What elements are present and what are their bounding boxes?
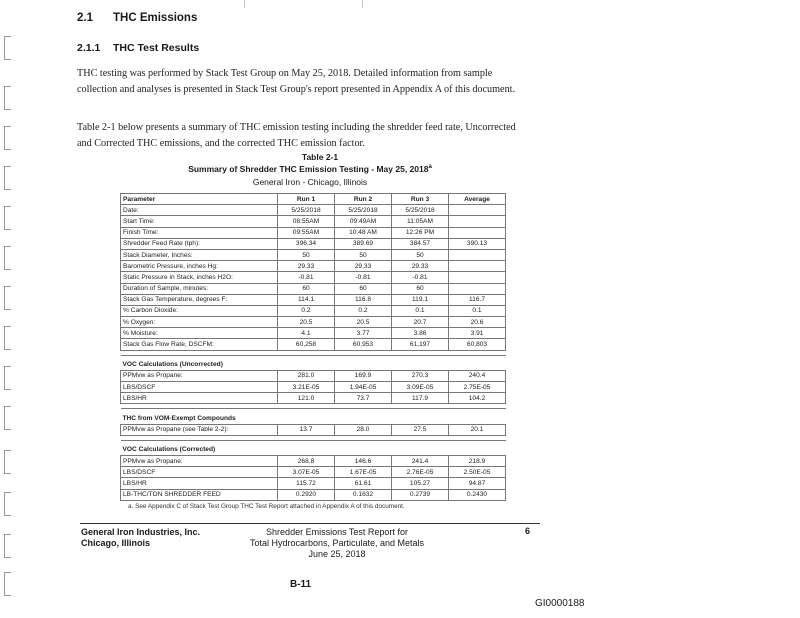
table-row (121, 283, 506, 294)
parameter-cell: LBS/HR (121, 393, 278, 404)
value-cell: 5/25/2018 (392, 205, 449, 216)
value-cell: 50 (278, 249, 335, 260)
table-section-heading (121, 355, 506, 370)
value-cell: 0.2920 (278, 489, 335, 500)
section-heading (77, 12, 197, 24)
parameter-cell: LBS/DSCF (121, 382, 278, 393)
value-cell: 1.67E-05 (335, 467, 392, 478)
value-cell: 146.6 (335, 455, 392, 466)
value-cell: 3.09E-05 (392, 382, 449, 393)
table-row (121, 467, 506, 478)
value-cell: 50 (392, 249, 449, 260)
value-cell: 0.2 (335, 305, 392, 316)
value-cell: 396.34 (278, 238, 335, 249)
parameter-cell: Start Time: (121, 216, 278, 227)
table-row (121, 305, 506, 316)
section-number: 2.1 (77, 12, 93, 24)
section-title-cell: VOC Calculations (Uncorrected) (121, 355, 506, 370)
value-cell: 0.2430 (449, 489, 506, 500)
scan-margin-mark (4, 406, 11, 430)
footer-report-line: Total Hydrocarbons, Particulate, and Metals (249, 538, 425, 548)
parameter-cell: Parameter (121, 194, 278, 205)
value-cell: 0.1 (449, 305, 506, 316)
subsection-number: 2.1.1 (77, 42, 101, 54)
value-cell (449, 261, 506, 272)
scan-margin-mark (4, 36, 11, 60)
parameter-cell: Barometric Pressure, inches Hg: (121, 261, 278, 272)
table-section-heading (121, 440, 506, 455)
value-cell (449, 216, 506, 227)
scan-top-mark (362, 0, 363, 8)
value-cell: 104.2 (449, 393, 506, 404)
parameter-cell: % Carbon Dioxide: (121, 305, 278, 316)
table-section-heading (121, 409, 506, 424)
value-cell: 2.75E-05 (449, 382, 506, 393)
footer-company (81, 527, 200, 549)
parameter-cell: Stack Gas Temperature, degrees F: (121, 294, 278, 305)
table-row (121, 317, 506, 328)
scan-margin-mark (4, 326, 11, 350)
value-cell: 11:05AM (392, 216, 449, 227)
value-cell: 116.8 (335, 294, 392, 305)
table-row (121, 489, 506, 500)
value-cell: 270.3 (392, 370, 449, 381)
value-cell (449, 227, 506, 238)
value-cell: 116.7 (449, 294, 506, 305)
paragraph: Table 2-1 below presents a summary of THC emission testing including the shredder feed rate, Uncorrected and Corrected THC emissions, and the corrected THC emission factor. (77, 122, 516, 149)
value-cell: 390.13 (449, 238, 506, 249)
value-cell: 121.0 (278, 393, 335, 404)
paragraph: THC testing was performed by Stack Test Group on May 25, 2018. Detailed information from sample collection and analyses is presented in Stack Test Group's report presented in Appendix A of this document. (77, 68, 516, 95)
value-cell: 114.1 (278, 294, 335, 305)
value-cell: 60 (278, 283, 335, 294)
table-title-text: Summary of Shredder THC Emission Testing - May 25, 2018 (188, 164, 429, 174)
table-row (121, 238, 506, 249)
table-row (121, 339, 506, 350)
value-cell: 20.7 (392, 317, 449, 328)
value-cell (449, 249, 506, 260)
table-row (121, 455, 506, 466)
value-cell: 20.6 (449, 317, 506, 328)
scan-margin-mark (4, 246, 11, 270)
value-cell: 27.5 (392, 424, 449, 435)
value-cell: 115.72 (278, 478, 335, 489)
table-title-footnote-mark: a (428, 164, 432, 171)
table-row (121, 478, 506, 489)
parameter-cell: Stack Gas Flow Rate, DSCFM: (121, 339, 278, 350)
value-cell: 0.1 (392, 305, 449, 316)
footer-report-date: June 25, 2018 (308, 549, 366, 559)
scan-margin-mark (4, 450, 11, 474)
footer-company-location: Chicago, Illinois (81, 538, 151, 548)
value-cell: -0.81 (335, 272, 392, 283)
value-cell: 29.33 (392, 261, 449, 272)
table-row (121, 227, 506, 238)
parameter-cell: Date: (121, 205, 278, 216)
footer-report-title (222, 527, 452, 560)
value-cell: Average (449, 194, 506, 205)
parameter-cell: % Oxygen: (121, 317, 278, 328)
value-cell: 20.1 (449, 424, 506, 435)
footer-report-line: Shredder Emissions Test Report for (266, 527, 408, 537)
parameter-cell: Stack Diameter, Inches: (121, 249, 278, 260)
value-cell: 218.9 (449, 455, 506, 466)
scan-margin-mark (4, 126, 11, 150)
document-id: GI0000188 (535, 598, 585, 609)
value-cell (449, 283, 506, 294)
parameter-cell: Static Pressure in Stack, inches H2O: (121, 272, 278, 283)
parameter-cell: PPMvw as Propane: (121, 370, 278, 381)
value-cell: 61,197 (392, 339, 449, 350)
value-cell: 119.1 (392, 294, 449, 305)
value-cell: 3.77 (335, 328, 392, 339)
table-row (121, 370, 506, 381)
parameter-cell: LBS/HR (121, 478, 278, 489)
table-subtitle: General Iron - Chicago, Illinois (252, 177, 368, 187)
value-cell: 61.61 (335, 478, 392, 489)
scan-margin-mark (4, 286, 11, 310)
value-cell: 281.0 (278, 370, 335, 381)
value-cell: 50 (335, 249, 392, 260)
footer-rule (80, 523, 540, 524)
value-cell: 73.7 (335, 393, 392, 404)
table-row (121, 294, 506, 305)
value-cell: 384.57 (392, 238, 449, 249)
scan-margin-mark (4, 534, 11, 558)
value-cell: 60 (392, 283, 449, 294)
value-cell: 20.5 (278, 317, 335, 328)
table-row (121, 424, 506, 435)
value-cell (449, 205, 506, 216)
value-cell: 20.5 (335, 317, 392, 328)
value-cell: 3.07E-05 (278, 467, 335, 478)
value-cell: 08:55AM (278, 216, 335, 227)
value-cell: 268.8 (278, 455, 335, 466)
parameter-cell: PPMvw as Propane (see Table 2-2): (121, 424, 278, 435)
scan-margin-mark (4, 366, 11, 390)
value-cell: 4.1 (278, 328, 335, 339)
value-cell: 60 (335, 283, 392, 294)
table-row (121, 249, 506, 260)
value-cell: 60,803 (449, 339, 506, 350)
value-cell: -0.81 (278, 272, 335, 283)
table-footnote: a. See Appendix C of Stack Test Group THC Test Report attached in Appendix A of this document. (128, 503, 405, 510)
page-number: 6 (525, 526, 531, 536)
section-title-cell: VOC Calculations (Corrected) (121, 440, 506, 455)
section-title-cell: THC from VOM-Exempt Compounds (121, 409, 506, 424)
table-row (121, 216, 506, 227)
table-row (121, 272, 506, 283)
value-cell: 3.86 (392, 328, 449, 339)
parameter-cell: Shredder Feed Rate (tph): (121, 238, 278, 249)
value-cell: 60,953 (335, 339, 392, 350)
parameter-cell: Duration of Sample, minutes: (121, 283, 278, 294)
value-cell: 3.21E-05 (278, 382, 335, 393)
value-cell: 5/25/2018 (278, 205, 335, 216)
table-row (121, 382, 506, 393)
value-cell: 29.33 (278, 261, 335, 272)
footer-company-name: General Iron Industries, Inc. (81, 527, 201, 537)
value-cell: 389.69 (335, 238, 392, 249)
value-cell: 94.87 (449, 478, 506, 489)
subsection-title: THC Test Results (113, 42, 200, 54)
table-row (121, 205, 506, 216)
value-cell: 240.4 (449, 370, 506, 381)
parameter-cell: Finish Time: (121, 227, 278, 238)
value-cell: -0.81 (392, 272, 449, 283)
scan-margin-mark (4, 206, 11, 230)
value-cell: 09:55AM (278, 227, 335, 238)
table-label: Table 2-1 (301, 152, 339, 162)
value-cell: 0.2739 (392, 489, 449, 500)
value-cell: 0.1632 (335, 489, 392, 500)
table-row (121, 261, 506, 272)
value-cell: 5/25/2018 (335, 205, 392, 216)
value-cell: 2.50E-05 (449, 467, 506, 478)
value-cell: 12:26 PM (392, 227, 449, 238)
value-cell: 10:48 AM (335, 227, 392, 238)
value-cell (449, 272, 506, 283)
value-cell: 28.0 (335, 424, 392, 435)
table-row (121, 328, 506, 339)
value-cell: 60,258 (278, 339, 335, 350)
parameter-cell: LBS/DSCF (121, 467, 278, 478)
value-cell: 3.91 (449, 328, 506, 339)
value-cell: Run 1 (278, 194, 335, 205)
parameter-cell: LB-THC/TON SHREDDER FEED (121, 489, 278, 500)
value-cell: 169.9 (335, 370, 392, 381)
emission-summary-table (120, 193, 506, 501)
value-cell: 09:49AM (335, 216, 392, 227)
table-header-row (121, 194, 506, 205)
table-row (121, 393, 506, 404)
subsection-heading (77, 42, 199, 54)
value-cell: 105.27 (392, 478, 449, 489)
section-title: THC Emissions (113, 12, 198, 24)
table-title (0, 164, 630, 174)
table-body (121, 194, 506, 501)
value-cell: 0.2 (278, 305, 335, 316)
value-cell: 241.4 (392, 455, 449, 466)
scan-margin-mark (4, 86, 11, 110)
value-cell: 2.76E-05 (392, 467, 449, 478)
bates-page-number: B-11 (290, 579, 312, 590)
value-cell: 29.33 (335, 261, 392, 272)
parameter-cell: % Moisture: (121, 328, 278, 339)
value-cell: 117.9 (392, 393, 449, 404)
parameter-cell: PPMvw as Propane: (121, 455, 278, 466)
scan-top-mark (244, 0, 245, 8)
scan-margin-mark (4, 572, 11, 596)
value-cell: 1.94E-05 (335, 382, 392, 393)
scan-margin-mark (4, 492, 11, 516)
value-cell: Run 3 (392, 194, 449, 205)
value-cell: Run 2 (335, 194, 392, 205)
value-cell: 13.7 (278, 424, 335, 435)
